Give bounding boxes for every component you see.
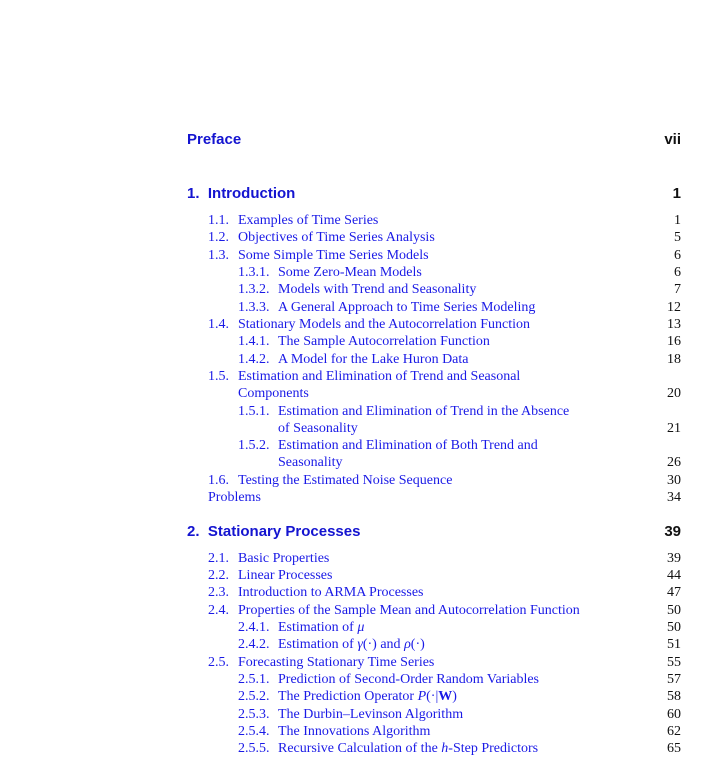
toc-entry-2-1[interactable] [0,550,725,568]
toc-entry-1-4-2[interactable] [0,351,725,369]
entry-number: 1.6. [208,473,229,488]
entry-number: 1.3.1. [238,265,270,280]
entry-title[interactable]: Problems [208,490,261,505]
entry-page: 50 [667,603,681,618]
toc-entry-1-5-1[interactable] [0,403,725,421]
entry-page: 26 [667,455,681,470]
toc-entry-1-5-2[interactable] [0,437,725,455]
chapter-1-page: 1 [672,185,681,202]
p-symbol: P [417,689,427,704]
entry-title[interactable]: Objectives of Time Series Analysis [238,230,435,245]
chapter-1-title[interactable] [187,185,295,203]
entry-number: 1.5. [208,369,229,384]
toc-entry-1-5-1-continued[interactable] [0,420,725,438]
entry-page: 6 [674,265,681,280]
entry-page: 7 [674,282,681,297]
entry-title[interactable]: Basic Properties [238,551,330,566]
entry-number: 2.4.1. [238,620,270,635]
chapter-1-label: Introduction [207,185,296,202]
toc-entry-1-5-2-continued[interactable] [0,454,725,472]
h-symbol: h [441,741,449,756]
toc-entry-1-3-3[interactable] [0,299,725,317]
toc-chapter-1[interactable] [0,185,725,203]
entry-page: 55 [667,655,681,670]
entry-title-text: (·| [426,689,439,704]
entry-page: 1 [674,213,681,228]
entry-page: 5 [674,230,681,245]
entry-number: 2.1. [208,551,229,566]
toc-entry-1-5-continued[interactable] [0,385,725,403]
toc-entry-2-5-2[interactable] [0,688,725,706]
entry-number: 1.5.2. [238,438,270,453]
toc-entry-2-5-3[interactable] [0,706,725,724]
toc-entry-1-3-2[interactable] [0,281,725,299]
entry-number: 2.5.1. [238,672,270,687]
entry-number: 1.2. [208,230,229,245]
entry-page: 62 [667,724,681,739]
entry-title-text: (·) and [362,637,405,652]
entry-title-text: The Prediction Operator [278,689,418,704]
entry-title[interactable]: Forecasting Stationary Time Series [238,655,435,670]
entry-page: 58 [667,689,681,704]
toc-entry-1-4-1[interactable] [0,333,725,351]
entry-title[interactable] [278,741,538,756]
toc-entry-1-5[interactable] [0,368,725,386]
entry-page: 51 [667,637,681,652]
toc-entry-2-5-5[interactable] [0,740,725,758]
entry-page: 21 [667,421,681,436]
entry-page: 13 [667,317,681,332]
entry-title[interactable]: Examples of Time Series [238,213,379,228]
toc-entry-2-4[interactable] [0,602,725,620]
toc-entry-2-3[interactable] [0,584,725,602]
toc-entry-2-5-4[interactable] [0,723,725,741]
entry-page: 18 [667,352,681,367]
entry-title[interactable]: Linear Processes [238,568,333,583]
chapter-2-page: 39 [664,523,681,540]
toc-entry-1-3[interactable] [0,247,725,265]
entry-page: 6 [674,248,681,263]
chapter-2-label: Stationary Processes [207,523,361,540]
entry-number: 2.4. [208,603,229,618]
entry-number: 2.5.3. [238,707,270,722]
entry-number: 2.5. [208,655,229,670]
chapter-2-title[interactable] [187,523,360,541]
toc-chapter-2[interactable] [0,523,725,541]
entry-title-text: ) [452,689,457,704]
toc-entry-1-6[interactable] [0,472,725,490]
entry-page: 44 [667,568,681,583]
entry-number: 2.4.2. [238,637,270,652]
entry-number: 1.3. [208,248,229,263]
toc-preface[interactable] [0,131,725,149]
entry-page: 20 [667,386,681,401]
toc-entry-2-4-2[interactable] [0,636,725,654]
entry-title[interactable] [278,689,457,704]
toc-entry-2-4-1[interactable] [0,619,725,637]
entry-title[interactable]: Introduction to ARMA Processes [238,585,424,600]
entry-number: 1.1. [208,213,229,228]
preface-title[interactable]: Preface [187,131,242,148]
entry-number: 1.4.2. [238,352,270,367]
entry-number: 1.4.1. [238,334,270,349]
entry-title[interactable]: Prediction of Second-Order Random Variables [278,672,540,687]
entry-number: 1.3.2. [238,282,270,297]
toc-entry-1-3-1[interactable] [0,264,725,282]
entry-page: 39 [667,551,681,566]
gamma-symbol: γ [357,637,363,652]
chapter-2-number: 2. [187,523,200,540]
entry-title[interactable]: Properties of the Sample Mean and Autocorrelation Function [238,603,580,618]
entry-page: 60 [667,707,681,722]
rho-symbol: ρ [404,637,411,652]
toc-entry-1-1[interactable] [0,212,725,230]
entry-number: 2.5.4. [238,724,270,739]
toc-entry-2-2[interactable] [0,567,725,585]
entry-title[interactable]: Estimation and Elimination of Both Trend and [278,438,538,453]
entry-title-text: Recursive Calculation of the [278,741,442,756]
chapter-1-number: 1. [187,185,200,202]
entry-page: 12 [667,300,681,315]
entry-title-text: -Step Predictors [448,741,539,756]
entry-title[interactable]: Some Simple Time Series Models [238,248,429,263]
entry-page: 34 [667,490,681,505]
entry-title[interactable] [278,637,425,652]
w-symbol: W [438,689,453,704]
entry-page: 47 [667,585,681,600]
toc-entry-1-4[interactable] [0,316,725,334]
preface-page: vii [664,131,681,148]
entry-title[interactable]: A Model for the Lake Huron Data [278,352,469,367]
toc-entry-1-problems[interactable] [0,489,725,507]
entry-title-text: Estimation of [278,620,358,635]
entry-page: 30 [667,473,681,488]
toc-entry-2-5[interactable] [0,654,725,672]
toc-entry-1-2[interactable] [0,229,725,247]
entry-title[interactable]: A General Approach to Time Series Modeling [278,300,536,315]
entry-number: 2.2. [208,568,229,583]
entry-title[interactable]: The Innovations Algorithm [278,724,431,739]
entry-title-text: (·) [410,637,425,652]
entry-title[interactable]: Estimation and Elimination of Trend and Seasonal [238,369,521,384]
entry-page: 16 [667,334,681,349]
entry-title[interactable]: The Durbin–Levinson Algorithm [278,707,464,722]
entry-number: 1.3.3. [238,300,270,315]
entry-number: 2.5.2. [238,689,270,704]
entry-title[interactable]: The Sample Autocorrelation Function [278,334,490,349]
toc-entry-2-5-1[interactable] [0,671,725,689]
entry-number: 1.5.1. [238,404,270,419]
entry-page: 57 [667,672,681,687]
entry-title[interactable] [278,620,364,635]
entry-number: 2.5.5. [238,741,270,756]
entry-number: 2.3. [208,585,229,600]
entry-title-continued[interactable]: Seasonality [278,455,343,470]
mu-symbol: μ [357,620,365,635]
entry-title-text: Estimation of [278,637,358,652]
entry-title-continued[interactable]: of Seasonality [278,421,358,436]
entry-title[interactable]: Stationary Models and the Autocorrelation Function [238,317,531,332]
entry-number: 1.4. [208,317,229,332]
entry-title[interactable]: Testing the Estimated Noise Sequence [238,473,453,488]
entry-title[interactable]: Some Zero-Mean Models [278,265,422,280]
entry-page: 65 [667,741,681,756]
entry-title[interactable]: Models with Trend and Seasonality [278,282,477,297]
entry-title[interactable]: Estimation and Elimination of Trend in the Absence [278,404,570,419]
entry-page: 50 [667,620,681,635]
entry-title-continued[interactable]: Components [238,386,309,401]
